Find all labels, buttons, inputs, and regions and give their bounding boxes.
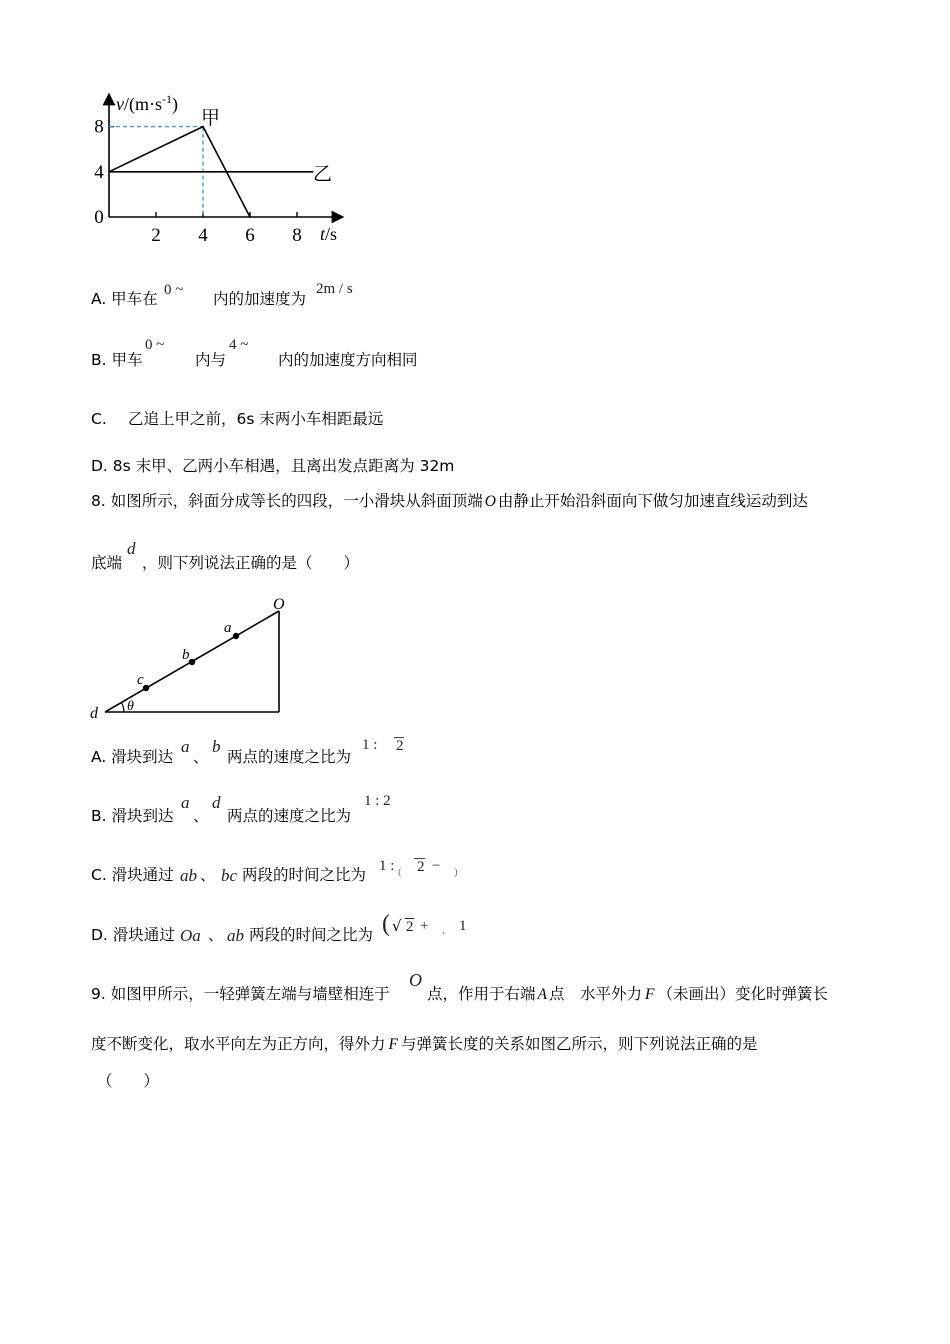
y-tick-label-8: 8 bbox=[94, 116, 104, 138]
q9-line1-f: F bbox=[645, 986, 655, 1003]
x-axis-unit: /s bbox=[325, 224, 338, 244]
q7-c-label: C. bbox=[91, 410, 107, 428]
q9-line2-post: 与弹簧长度的关系如图乙所示，则下列说法正确的是 bbox=[400, 1035, 758, 1053]
x-tick-label-8: 8 bbox=[292, 225, 302, 246]
q8-stem2-pre: 底端 bbox=[91, 554, 123, 572]
y-tick-label-0: 0 bbox=[94, 207, 104, 228]
q9-line3: （ ） bbox=[97, 1072, 160, 1090]
q8-c-paren-r: ) bbox=[454, 866, 458, 878]
angle-arc bbox=[121, 703, 124, 713]
q8-a-tail: 2 bbox=[396, 738, 404, 754]
q9-line1-post: （未画出）变化时弹簧长 bbox=[657, 985, 828, 1003]
q8-d-plus: + bbox=[420, 918, 429, 934]
y-axis-label bbox=[116, 92, 178, 115]
q8-d-mid: 两段的时间之比为 bbox=[249, 926, 374, 944]
q8-d-sep: 、 bbox=[208, 926, 224, 944]
q8-d-v1: Oa bbox=[180, 926, 201, 945]
q7-option-a bbox=[91, 289, 158, 309]
q9-line1-o: O bbox=[409, 970, 422, 990]
y-axis-close: ) bbox=[172, 94, 178, 114]
q8-d-comma: , bbox=[442, 924, 445, 936]
label-a: a bbox=[224, 620, 232, 636]
q8-b-sep: 、 bbox=[193, 807, 209, 825]
label-b: b bbox=[182, 647, 190, 663]
q9-line1-a: A bbox=[537, 986, 547, 1003]
q8-c-v1: ab bbox=[180, 866, 197, 885]
q8-b-v2: d bbox=[212, 793, 221, 812]
incline-figure bbox=[85, 592, 295, 724]
y-tick-label-4: 4 bbox=[94, 161, 104, 183]
q8-b-v1: a bbox=[181, 793, 190, 812]
q8-stem2-post: ，则下列说法正确的是（ ） bbox=[142, 554, 360, 572]
q8-c-paren-l: ( bbox=[398, 866, 402, 878]
q8-a-mid: 两点的速度之比为 bbox=[227, 748, 352, 766]
x-axis-var: t bbox=[320, 224, 326, 244]
q7-b-post: 内的加速度方向相同 bbox=[278, 351, 418, 369]
x-axis-label bbox=[320, 224, 337, 244]
q7-b-formula-1: 0 ~ bbox=[145, 337, 165, 353]
q8-c-mid: 两段的时间之比为 bbox=[242, 866, 367, 884]
q8-d-one: 1 bbox=[459, 918, 467, 934]
q9-line1-mid bbox=[427, 984, 828, 1005]
point-c bbox=[143, 685, 149, 691]
q8-d-paren-l: ( bbox=[382, 911, 390, 937]
q8-d-v2: ab bbox=[227, 926, 244, 945]
vt-chart bbox=[80, 88, 360, 248]
q9-line2 bbox=[91, 1034, 758, 1055]
q8-c-sep: 、 bbox=[200, 866, 216, 884]
series-label-jia: 甲 bbox=[201, 107, 221, 129]
series-label-yi: 乙 bbox=[313, 163, 333, 185]
q8-a-v2: b bbox=[212, 737, 221, 756]
q9-line2-f: F bbox=[388, 1036, 398, 1053]
q8-b-ratio: 1 : 2 bbox=[364, 793, 391, 809]
q7-c-text: 乙追上甲之前，6s 末两小车相距最远 bbox=[128, 410, 384, 428]
x-tick-label-6: 6 bbox=[245, 225, 255, 246]
q8-d-root: 2 bbox=[406, 919, 414, 935]
point-a bbox=[233, 633, 239, 639]
label-O: O bbox=[273, 596, 285, 613]
x-tick-label-2: 2 bbox=[151, 225, 161, 246]
q8-stem1-var: O bbox=[484, 493, 496, 510]
q8-c-ratio: 1 : bbox=[379, 858, 395, 874]
y-axis-exp: -1 bbox=[162, 92, 172, 106]
q9-line2-pre: 度不断变化，取水平向左为正方向，得外力 bbox=[91, 1035, 386, 1053]
q8-a-v1: a bbox=[181, 737, 190, 756]
x-tick-label-4: 4 bbox=[198, 225, 208, 246]
q8-stem2-var: d bbox=[127, 539, 136, 558]
q8-d-pre: D. 滑块通过 bbox=[91, 926, 175, 944]
q8-stem1-post: 由静止开始沿斜面向下做匀加速直线运动到达 bbox=[497, 492, 808, 510]
q8-stem1-pre: 8. 如图所示，斜面分成等长的四段，一小滑块从斜面顶端 bbox=[91, 492, 483, 510]
q8-b-mid: 两点的速度之比为 bbox=[227, 807, 352, 825]
q9-line1-pre: 9. 如图甲所示，一轻弹簧左端与墙壁相连于 bbox=[91, 985, 390, 1003]
q8-a-pre: A. 滑块到达 bbox=[91, 748, 174, 766]
q8-c-minus: − bbox=[432, 858, 441, 874]
q7-b-formula-2: 4 ~ bbox=[229, 337, 249, 353]
q8-d-radical: √ bbox=[392, 917, 402, 935]
q8-b-pre: B. 滑块到达 bbox=[91, 807, 174, 825]
q7-a-formula-1: 0 ~ bbox=[164, 282, 184, 298]
q7-b-pre: B. 甲车 bbox=[91, 351, 143, 369]
q7-a-formula-2: 2m / s bbox=[316, 281, 353, 297]
q7-a-mid: 内的加速度为 bbox=[213, 290, 307, 308]
q7-a-pre: A. 甲车在 bbox=[91, 290, 158, 308]
y-axis-var: v bbox=[116, 94, 124, 114]
label-d: d bbox=[90, 705, 98, 722]
q8-c-v2: bc bbox=[221, 866, 238, 885]
y-axis-unit: /(m·s bbox=[124, 94, 162, 114]
label-c: c bbox=[137, 672, 144, 688]
q8-a-sep: 、 bbox=[193, 748, 209, 766]
q9-line1-mid2: 点 水平外力 bbox=[548, 985, 642, 1003]
q7-b-mid: 内与 bbox=[195, 351, 227, 369]
q8-stem-line1 bbox=[91, 491, 808, 512]
q8-a-ratio: 1 : bbox=[362, 737, 378, 753]
point-b bbox=[189, 659, 195, 665]
q8-c-root: 2 bbox=[414, 858, 425, 876]
q7-d-text: D. 8s 末甲、乙两小车相遇，且离出发点距离为 32m bbox=[91, 457, 455, 475]
q9-line1-mid-text: 点，作用于右端 bbox=[427, 985, 536, 1003]
q8-c-pre: C. 滑块通过 bbox=[91, 866, 174, 884]
label-theta: θ bbox=[127, 699, 134, 714]
